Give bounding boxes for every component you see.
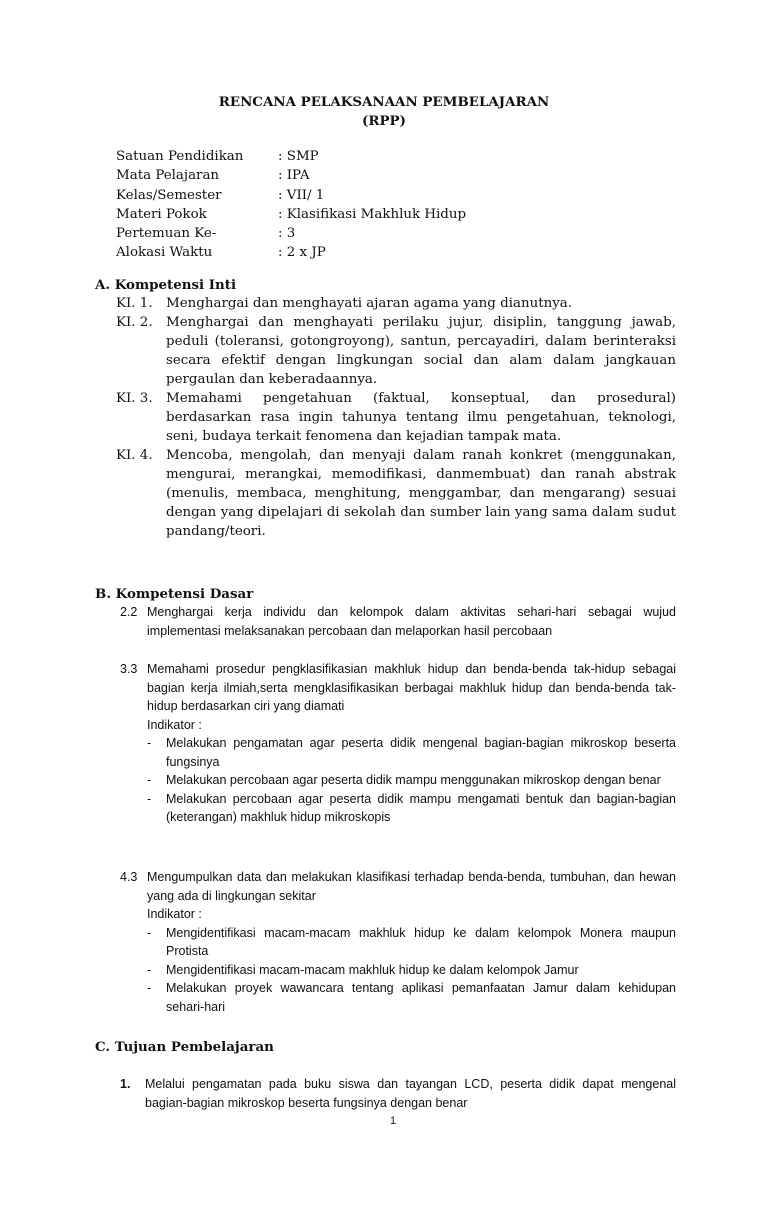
kd-2-2-block	[120, 603, 676, 640]
indikator-text: Melakukan percobaan agar peserta didik mampu mengamati bentuk dan bagian-bagian (keterangan) makhluk hidup mikroskopis	[166, 791, 676, 824]
bullet-dash: -	[147, 736, 152, 750]
tujuan-number: 1.	[120, 1077, 131, 1091]
indikator-text: Melakukan percobaan agar peserta didik mampu menggunakan mikroskop dengan benar	[166, 773, 661, 787]
section-c-heading: C. Tujuan Pembelajaran	[95, 1039, 274, 1055]
kd-number: 2.2	[120, 605, 138, 619]
title-line-1: RENCANA PELAKSANAAN PEMBELAJARAN	[218, 94, 550, 110]
identity-label: Pertemuan Ke-	[116, 226, 217, 242]
indikator-item	[147, 961, 676, 980]
tujuan-item	[120, 1075, 676, 1112]
bullet-dash: -	[147, 925, 152, 940]
identity-value: : SMP	[278, 149, 319, 164]
tujuan-list	[120, 1075, 676, 1112]
identity-label: Alokasi Waktu	[116, 245, 213, 261]
identity-row	[116, 147, 466, 166]
kd-text: Menghargai kerja individu dan kelompok dalam aktivitas sehari-hari sebagai wujud implementasi melaksanakan percobaan dan melaporkan hasil percobaan	[147, 605, 676, 638]
bullet-dash: -	[147, 962, 152, 977]
bullet-dash: -	[147, 791, 152, 806]
indikator-label: Indikator :	[147, 717, 202, 732]
indikator-text: Mengidentifikasi macam-macam makhluk hidup ke dalam kelompok Monera maupun Protista	[166, 925, 676, 958]
bullet-dash: -	[147, 981, 152, 995]
identity-row	[116, 166, 466, 185]
ki-text: Mencoba, mengolah, dan menyaji dalam ranah konkret (menggunakan, mengurai, merangkai, memodifikasi, danmembuat) dan ranah abstrak (menulis, membaca, menghitung, menggambar, dan mengarang) sesuai dengan yang dipelajari di sekolah dan sumber lain yang sama dalam sudut pandang/teori.	[166, 448, 676, 539]
indikator-list	[147, 734, 676, 827]
ki-number: KI. 4.	[116, 448, 153, 463]
ki-item	[116, 446, 676, 541]
section-b-heading: B. Kompetensi Dasar	[95, 586, 254, 602]
identity-value: : VII/ 1	[278, 187, 325, 203]
ki-number: KI. 3.	[116, 391, 153, 406]
identity-label: Kelas/Semester	[116, 187, 222, 203]
indikator-list	[147, 924, 676, 1017]
identity-value: : 3	[278, 226, 296, 242]
indikator-text: Melakukan pengamatan agar peserta didik mengenal bagian-bagian mikroskop beserta fungsinya	[166, 736, 676, 769]
identity-value: : Klasifikasi Makhluk Hidup	[278, 206, 467, 222]
identity-value: : IPA	[278, 168, 310, 184]
ki-number: KI. 1.	[116, 296, 153, 311]
ki-item	[116, 294, 676, 313]
identity-row	[116, 224, 466, 243]
indikator-item	[147, 734, 676, 771]
kd-item	[120, 603, 676, 640]
ki-item	[116, 389, 676, 446]
kd-text: Memahami prosedur pengklasifikasian makhluk hidup dan benda-benda tak-hidup sebagai bagian kerja ilmiah,serta mengklasifikasikan berbagai makhluk hidup dan benda-benda tak-hidup berdasarkan ciri yang diamati	[147, 662, 676, 713]
indikator-label: Indikator :	[147, 907, 202, 921]
identity-row	[116, 205, 466, 224]
identity-row	[116, 186, 466, 205]
kd-number: 3.3	[120, 662, 138, 676]
ki-text: Menghargai dan menghayati perilaku jujur, disiplin, tanggung jawab, peduli (toleransi, gotongroyong), santun, percayadiri, dalam berinteraksi secara efektif dengan lingkungan social dan alam dalam jangkauan pergaulan dan keberadaannya.	[166, 315, 676, 387]
identity-row	[116, 243, 466, 262]
indikator-item	[147, 979, 676, 1016]
identity-label: Materi Pokok	[116, 206, 207, 222]
identity-table	[116, 147, 466, 263]
identity-label: Mata Pelajaran	[116, 168, 220, 184]
ki-number: KI. 2.	[116, 315, 153, 330]
kd-number: 4.3	[120, 870, 138, 884]
identity-value: : 2 x JP	[278, 245, 326, 261]
page-number: 1	[389, 1115, 397, 1127]
ki-text: Memahami pengetahuan (faktual, konseptual, dan prosedural) berdasarkan rasa ingin tahunya tentang ilmu pengetahuan, teknologi, seni, budaya terkait fenomena dan kejadian tampak mata.	[166, 391, 676, 444]
bullet-dash: -	[147, 773, 152, 787]
indikator-item	[147, 790, 676, 827]
kd-text: Mengumpulkan data dan melakukan klasifikasi terhadap benda-benda, tumbuhan, dan hewan yang ada di lingkungan sekitar	[147, 870, 676, 903]
identity-label: Satuan Pendidikan	[116, 149, 244, 164]
kompetensi-inti-list	[116, 294, 676, 541]
kd-item	[120, 868, 676, 905]
section-a-heading: A. Kompetensi Inti	[95, 277, 237, 293]
kd-4-3-block	[120, 868, 676, 1016]
kd-item	[120, 660, 676, 716]
indikator-item	[147, 771, 676, 790]
ki-item	[116, 313, 676, 389]
title-line-2: (RPP)	[362, 113, 406, 129]
indikator-item	[147, 924, 676, 961]
indikator-text: Mengidentifikasi macam-macam makhluk hidup ke dalam kelompok Jamur	[166, 962, 579, 977]
kd-3-3-block	[120, 660, 676, 827]
indikator-text: Melakukan proyek wawancara tentang aplikasi pemanfaatan Jamur dalam kehidupan sehari-hari	[166, 981, 676, 1014]
document-title	[0, 93, 768, 131]
tujuan-text: Melalui pengamatan pada buku siswa dan tayangan LCD, peserta didik dapat mengenal bagian-bagian mikroskop beserta fungsinya dengan benar	[145, 1077, 676, 1110]
ki-text: Menghargai dan menghayati ajaran agama yang dianutnya.	[166, 296, 573, 311]
